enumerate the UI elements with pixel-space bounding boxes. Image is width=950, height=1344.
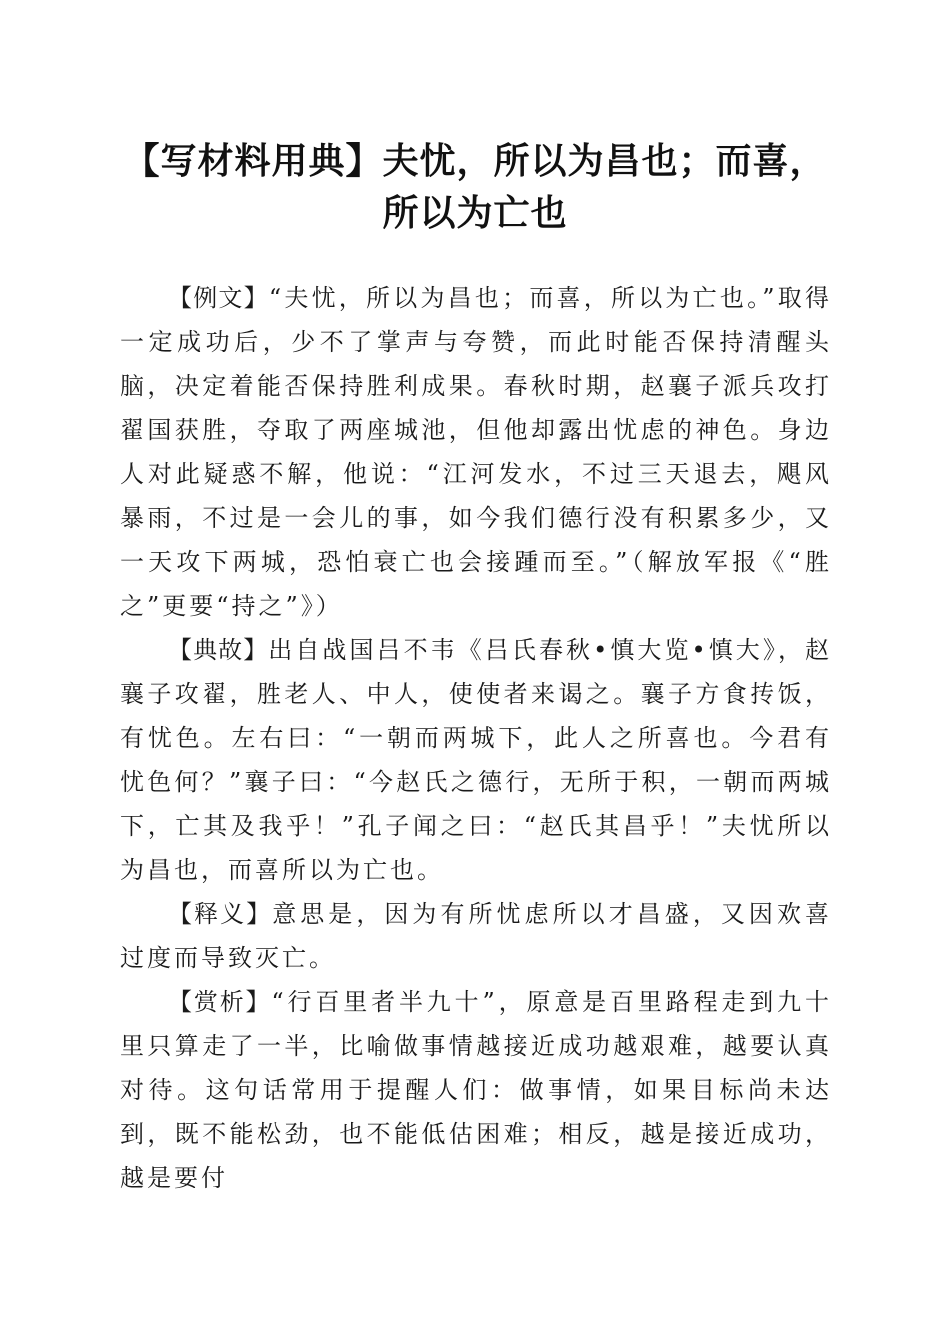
document-title: 【写材料用典】夫忧，所以为昌也；而喜，所以为亡也 [123,141,827,234]
paragraph-tag: 【典故】 [168,636,269,664]
paragraph-text: “行百里者半九十”，原意是百里路程走到九十里只算走了一半，比喻做事情越接近成功越艰难，越要认真对待。这句话常用于提醒人们：做事情，如果目标尚未达到，既不能松劲，也不能低估困难；相反，越是接近成功，越是要付 [120,988,833,1192]
paragraph-allusion [120,628,832,892]
paragraph-text: “夫忧，所以为昌也；而喜，所以为亡也。”取得一定成功后，少不了掌声与夸赞，而此时能否保持清醒头脑，决定着能否保持胜利成果。春秋时期，赵襄子派兵攻打翟国获胜，夺取了两座城池，但他却露出忧虑的神色。身边人对此疑惑不解，他说：“江河发水，不过三天退去，飓风暴雨，不过是一会儿的事，如今我们德行没有积累多少，又一天攻下两城，恐怕衰亡也会接踵而至。”（解放军报《“胜之”更要“持之”》） [120,284,832,620]
paragraph-text: 出自战国吕不韦《吕氏春秋•慎大览•慎大》，赵襄子攻翟，胜老人、中人，使使者来谒之。襄子方食抟饭，有忧色。左右曰：“一朝而两城下，此人之所喜也。今君有忧色何？”襄子曰：“今赵氏之德行，无所于积，一朝而两城下，亡其及我乎！”孔子闻之曰：“赵氏其昌乎！”夫忧所以为昌也，而喜所以为亡也。 [120,636,833,884]
paragraph-tag: 【例文】 [168,284,269,312]
document-body [120,276,832,1200]
paragraph-tag: 【赏析】 [168,988,272,1016]
paragraph-appreciation [120,980,832,1200]
paragraph-tag: 【释义】 [168,900,273,928]
paragraph-example [120,276,832,628]
paragraph-meaning [120,892,832,980]
paragraph-text: 意思是，因为有所忧虑所以才昌盛，又因欢喜过度而导致灭亡。 [120,900,833,972]
